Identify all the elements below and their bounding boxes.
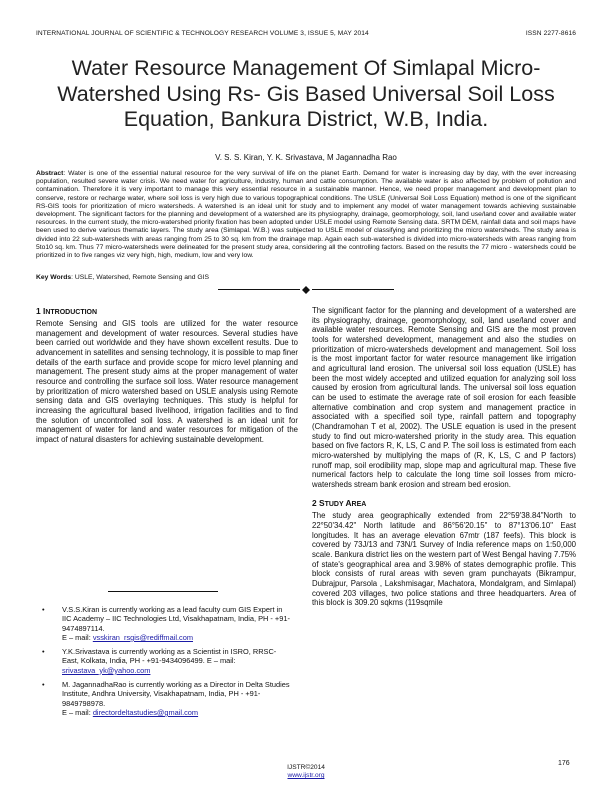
footnote-item [42,680,292,717]
page-footer [0,764,612,780]
footnote-rule [108,591,218,592]
footnote-text: V.S.S.Kiran is currently working as a lead faculty cum GIS Expert in IIC Academy – IIC Technologies Ltd, Visakhapatnam, India, PH - +91-9474897114. [62,605,290,633]
authors: V. S. S. Kiran, Y. K. Srivastava, M Jagannadha Rao [215,153,397,162]
abstract-label: Abstract [36,170,64,177]
section-heading-study-area: 2 STUDY AREA [312,498,367,509]
email-prefix: E – mail: [62,632,93,642]
email-prefix: E – mail: [62,707,93,717]
left-column [36,306,298,445]
bullet-icon: • [42,680,45,690]
divider-line-left [218,289,300,290]
right-column [312,306,576,608]
keywords-label: Key Words [36,274,72,281]
abstract [36,170,576,260]
abstract-text: : Water is one of the essential natural resource for the very survival of life on the planet Earth. Demand for water is increasing day by day, with the ever increasing population, resulted severe water crisis. We need water for agriculture, industry, human and cattle consumption. The available water is also affected by problem of pollution and contamination. Therefore it is very important to manage this very essential resource in a sustainable manner. Hence, we need proper management and development plan to conserve, restore or recharge water, where soil loss is very high due to various topographical conditions. The USLE (Universal Soil Loss Equation) method is one of the significant RS-GIS tools for prioritization of micro watersheds. A watershed is an ideal unit for study and to implement any model of water management towards achieving sustainable development. The significant factors for the planning and development of a watershed are its physiography, drainage, geomorphology, soil, land use/land cover and available water resources. In the current study, the micro-watershed priority fixation has been adopted under USLE model using Remote Sensing data. SRTM DEM, rainfall data and soil maps have been used to derive various thematic layers. The study area (Simlapal. W.B.) was subjected to USLE model of classifying and prioritizing the micro watersheds. The study area is divided into 22 sub-watersheds with areas ranging from 25 to 30 sq. km from the drainage map. Again each sub-watershed is divided into micro-watersheds with areas ranging from 5to10 sq. km. Thus 77 micro-watersheds were delineated for the present study area, considering all the controlling factors. Based on the results the 77 micro - watersheds could be prioritized in to five ranges viz very high, high, medium, low and very low. [36,170,576,260]
journal-header [36,30,576,37]
issn: ISSN 2277-8616 [525,30,576,37]
bullet-icon: • [42,605,45,614]
footnote-item [42,605,292,642]
author-footnotes [42,605,292,722]
section-heading-introduction: 1 INTRODUCTION [36,306,98,316]
study-area-paragraph: The study area geographically extended from 22°59'38.84"North to 22°50'34.42" North latitude and 86°56'20.15" to 87°13'06.10" East longitudes. It has an average elevation 67mtr (187 feefs). This block is covered by 73J/13 and 73N/1 Survey of India reference maps on 1:50,000 scale. Bankura district lies on the western part of West Bengal having 7.75% of state's geographical area and 3.98% of states demographic profile. This block consists of rural areas with seven gram punchayats (Bikrampur, Dubrajpur, Parsola , Lakshmisagar, Machatora, Mondalgram, and Simlapal) covered 203 villages, two police stations and three headquarters. Area of this block is 309.20 sqkms (119sqmile [312,511,576,608]
footer-copyright: IJSTR©2014 [287,764,325,771]
email-link[interactable]: srivastava_yk@yahoo.com [62,665,151,675]
email-link[interactable]: directordeltastudies@gmail.com [92,707,199,717]
keywords [36,274,576,281]
footer-url-link[interactable]: www.ijstr.org [287,772,325,780]
diamond-icon [302,286,310,294]
journal-name: INTERNATIONAL JOURNAL OF SCIENTIFIC & TECHNOLOGY RESEARCH VOLUME 3, ISSUE 5, MAY 2014 [36,30,369,37]
introduction-paragraph-continued: The significant factor for the planning and development of a watershed are its physiography, drainage, geomorphology, soil, land use/land cover and available water resources. Remote Sensing and GIS are the most proven tools for watershed development, management and also the studies on prioritization of micro-watersheds development and management. Soil loss is the most important factor for water resource management like irrigation and agricultural land erosion. The universal soil loss equation (USLE) has been the most widely accepted and utilized equation for analyzing soil loss caused by erosion from agricultural lands. The universal soil loss equation can be used to estimate the average rate of soil erosion for each feasible alternative combination and crop system and management practice in associated with a specified soil type, rainfall pattern and topography (Chandramohan T et al, 2002). The USLE equation is used in the present study to find out micro-watershed priority in the study area. This equation based on five factors R, K, LS, C and P. The soil loss is estimated from each micro-watershed by multiplying the maps of (R, K, LS, C and P factors) runoff map, soil erodibility map, slope map and agricultural map. These five numerical factors help to calculate the long time soil losses from micro-watersheds stream bank erosion and stream bed erosion. [312,306,576,489]
introduction-paragraph: Remote Sensing and GIS tools are utilized for the water resource management and development of water resources. Several studies have been carried out worldwide and they have shown excellent results. Due to advancement in satellites and sensing technology, it is possible to map finer details of the earth surface and provide scope for micro level planning and management. The present study aims at the proper management of water resource and controlling the surface soil loss. Water resource management by prioritization of micro watershed based on USLE analysis using Remote sensing data and GIS overlaying techniques. This study is helpful for increasing the agricultural based livelihood, irrigation facilities and to find the solution of uncontrolled soil loss. A watershed is an ideal unit for management of water for land and water resources for mitigation of the impact of natural disasters for achieving sustainable development. [36,319,298,444]
footnote-item [42,647,292,675]
page-number: 176 [558,760,570,767]
footnote-text: M. JagannadhaRao is currently working as a Director in Delta Studies Institute, Andhra University, Visakhapatnam, India, PH - +91-9849798978. [62,680,290,708]
paper-title: Water Resource Management Of Simlapal Micro-Watershed Using Rs- Gis Based Universal Soil Loss Equation, Bankura District, W.B, India. [57,56,555,131]
keywords-text: : USLE, Watershed, Remote Sensing and GIS [71,274,209,281]
section-divider [218,285,394,294]
footnote-text: Y.K.Srivastava is currently working as a Scientist in ISRO, RRSC-East, Kolkata, India, PH - +91-9434096499. [62,647,277,666]
divider-line-right [312,289,394,290]
bullet-icon: • [42,647,45,657]
email-prefix: E – mail: [204,656,236,666]
email-link[interactable]: vsskiran_rsgis@rediffmail.com [92,632,193,642]
